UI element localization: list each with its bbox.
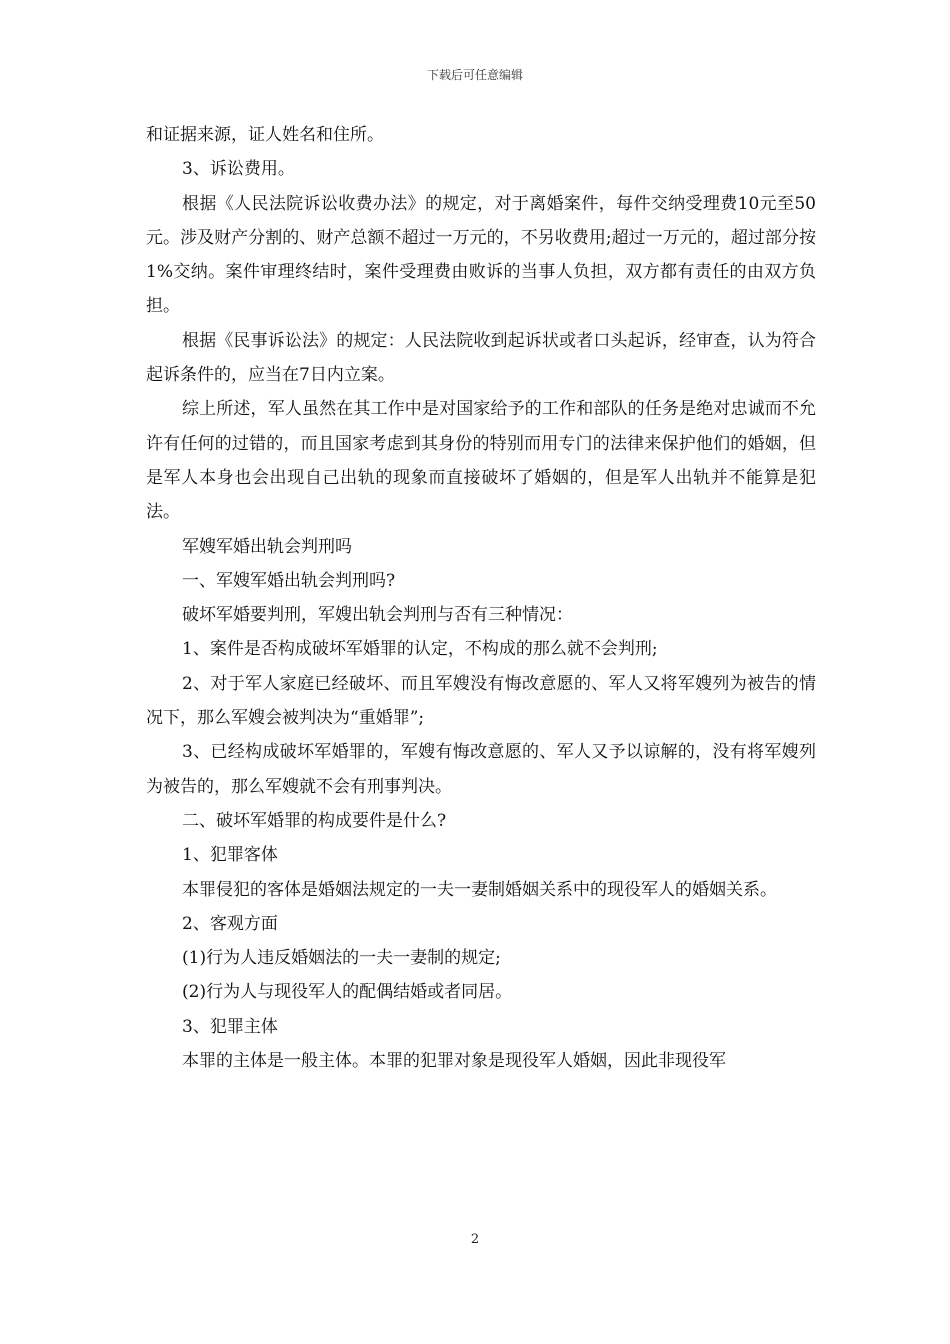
list-item: 1、案件是否构成破坏军婚罪的认定，不构成的那么就不会判刑; <box>182 639 658 660</box>
list-item: 3、已经构成破坏军婚罪的，军嫂有悔改意愿的、军人又予以谅解的，没有将军嫂列为被告的，那么军嫂就不会有刑事判决。 <box>146 742 816 797</box>
paragraph: 破坏军婚要判刑，军嫂出轨会判刑与否有三种情况： <box>182 605 573 626</box>
paragraph: 本罪的主体是一般主体。本罪的犯罪对象是现役军人婚姻，因此非现役军 <box>182 1051 726 1072</box>
page-number: 2 <box>470 1232 480 1247</box>
section-title: 军嫂军婚出轨会判刑吗 <box>182 536 352 557</box>
document-body <box>146 118 816 1078</box>
paragraph: 和证据来源，证人姓名和住所。 <box>146 125 384 145</box>
subheading: 1、犯罪客体 <box>182 845 278 866</box>
paragraph: 综上所述，军人虽然在其工作中是对国家给予的工作和部队的任务是绝对忠诚而不允许有任何的过错的，而且国家考虑到其身份的特别而用专门的法律来保护他们的婚姻，但是军人本身也会出现自己出轨的现象而直接破坏了婚姻的，但是军人出轨并不能算是犯法。 <box>146 399 816 523</box>
paragraph: 3、诉讼费用。 <box>182 159 295 180</box>
heading: 一、军嫂军婚出轨会判刑吗? <box>182 570 396 591</box>
subheading: 3、犯罪主体 <box>182 1016 278 1037</box>
list-item: (2)行为人与现役军人的配偶结婚或者同居。 <box>182 982 513 1003</box>
paragraph: 本罪侵犯的客体是婚姻法规定的一夫一妻制婚姻关系中的现役军人的婚姻关系。 <box>182 879 777 900</box>
subheading: 2、客观方面 <box>182 913 278 934</box>
page-header: 下载后可任意编辑 <box>426 68 523 82</box>
list-item: 2、对于军人家庭已经破坏、而且军嫂没有悔改意愿的、军人又将军嫂列为被告的情况下，那么军嫂会被判决为“重婚罪”; <box>146 673 816 729</box>
paragraph: 根据《人民法院诉讼收费办法》的规定，对于离婚案件，每件交纳受理费10元至50元。涉及财产分割的、财产总额不超过一万元的，不另收费用;超过一万元的，超过部分按1%交纳。案件审理终结时，案件受理费由败诉的当事人负担，双方都有责任的由双方负担。 <box>146 193 816 317</box>
paragraph: 根据《民事诉讼法》的规定：人民法院收到起诉状或者口头起诉，经审查，认为符合起诉条件的，应当在7日内立案。 <box>146 330 816 386</box>
list-item: (1)行为人违反婚姻法的一夫一妻制的规定; <box>182 948 501 969</box>
heading: 二、破坏军婚罪的构成要件是什么? <box>182 810 447 831</box>
